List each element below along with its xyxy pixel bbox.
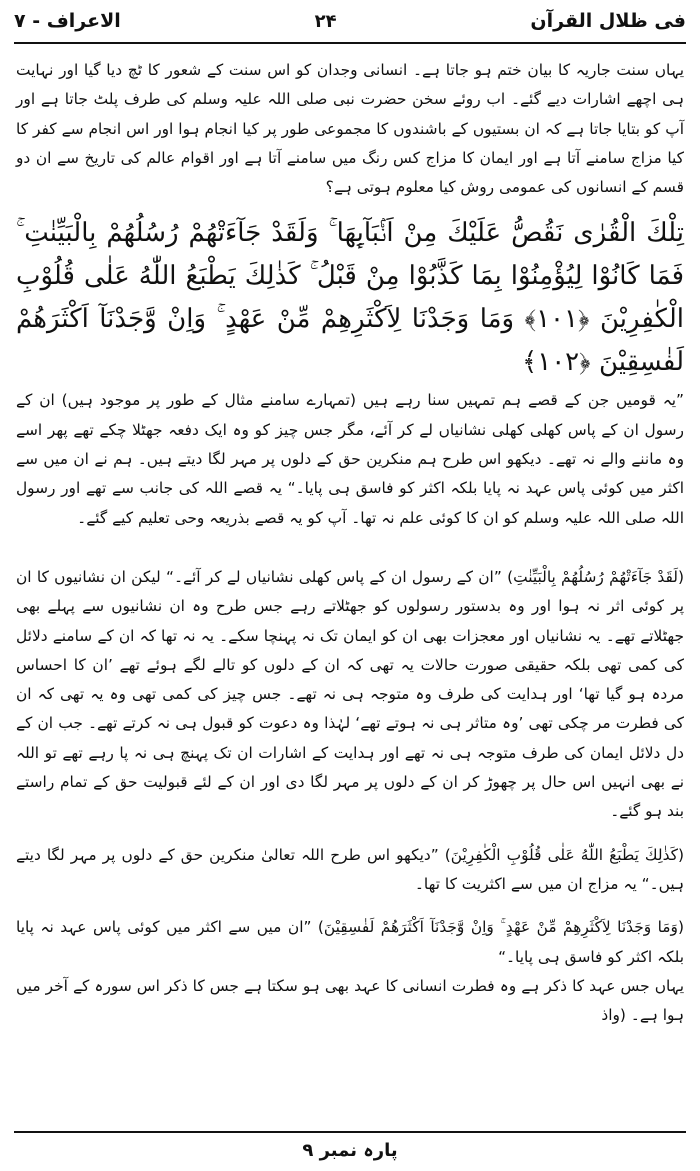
intro-paragraph: یہاں سنت جاریہ کا بیان ختم ہو جاتا ہے۔ انسانی وجدان کو اس سنت کے شعور کا ٹچ دیا گیا اور نہایت ہی اچھے اشارات دیے گئے۔ اب روئے سخن حضرت نبی صلی اللہ علیہ وسلم کی طرف پلٹ جاتا ہے اور آپ کو بتایا جاتا ہے کہ ان بستیوں کے باشندوں کا مجموعی طور پر کیا انجام ہوا اور اس انجام سے کفر کا کیا مزاج سامنے آتا ہے اور ایمان کا مزاج کس رنگ میں سامنے آتا ہے اور اقوام عالم کی تاریخ سے ان دو قسم کے انسانوں کی عمومی روش کیا معلوم ہوتی ہے؟ bbox=[16, 61, 684, 197]
page-number: ۲۴ bbox=[314, 10, 337, 32]
commentary-quote-2: (كَذٰلِكَ يَطْبَعُ اللّٰهُ عَلٰى قُلُوْبِ الْكٰفِرِيْنَ) ”دیکھو اس طرح اللہ تعالیٰ منکرین حق کے دلوں پر مہر لگا دیتے ہیں۔“ یہ مزاج ان میں سے اکثریت کا تھا۔ bbox=[16, 845, 684, 893]
footer-rule bbox=[14, 1131, 686, 1133]
page-header bbox=[14, 4, 686, 38]
translation-paragraph: ”یہ قومیں جن کے قصے ہم تمہیں سنا رہے ہیں (تمہارے سامنے مثال کے طور پر موجود ہیں) ان کے رسول ان کے پاس کھلی کھلی نشانیاں لے کر آئے، مگر جس چیز کو وہ ایک دفعہ جھٹلا چکے تھے پھر اسے وہ ماننے والے نہ تھے۔ دیکھو اس طرح ہم منکرین حق کے دلوں پر مہر لگا دیتے ہیں۔ ہم نے ان میں سے اکثر میں کوئی پاس عہد نہ پایا بلکہ اکثر کو فاسق ہی پایا۔“ یہ قصے اللہ کی جانب سے تھے اور رسول اللہ صلی اللہ علیہ وسلم کو ان کا کوئی علم نہ تھا۔ آپ کو یہ قصے بذریعہ وحی تعلیم کیے گئے۔ bbox=[16, 391, 684, 527]
commentary-quote-1: (لَقَدْ جَآءَتْهُمْ رُسُلُهُمْ بِالْبَيِّنٰتِ) ”ان کے رسول ان کے پاس کھلی نشانیاں لے کر آئے۔“ لیکن ان نشانیوں کا ان پر کوئی اثر نہ ہوا اور وہ بدستور رسولوں کو جھٹلاتے رہے جس طرح وہ ان نشانیوں سے پہلے بھی جھٹلاتے تھے۔ یہ نشانیاں اور معجزات بھی ان کو ایمان تک نہ پہنچا سکے۔ یہ نہ تھا کہ ان کے سامنے دلائل کی کمی تھی بلکہ حقیقی صورت حالات یہ تھی کہ ان کے دلوں کو تالے لگے ہوئے تھے ’ان کا احساس مردہ ہو گیا تھا‘ اور ہدایت کی طرف وہ متوجہ ہی نہ تھے۔ جس چیز کی کمی تھی وہ یہ تھی کہ ان کی فطرت مر چکی تھی ’وہ متاثر ہی نہ ہوتے تھے‘ لہٰذا وہ دعوت کو قبول ہی نہ کرتے تھے۔ جب ان کے دل دلائل ایمان کی طرف متوجہ ہی نہ تھے اور ہدایت کے اشارات ان تک پہنچ ہی نہ پا رہے تھے تو اللہ نے بھی انہیں اس حال پر چھوڑ کر ان کے دلوں پر مہر لگا دی اور ان کے لئے قبولیت حق کے تمام راستے بند ہو گئے۔ bbox=[16, 567, 684, 821]
chapter-name: الاعراف - ۷ bbox=[14, 10, 121, 32]
header-rule bbox=[14, 42, 686, 44]
page-body bbox=[16, 56, 684, 1127]
book-title: فی ظلال القرآن bbox=[530, 10, 686, 32]
closing-paragraph: یہاں جس عہد کا ذکر ہے وہ فطرت انسانی کا عہد بھی ہو سکتا ہے جس کا ذکر اس سورہ کے آخر میں ہوا ہے۔ (واذ bbox=[16, 976, 684, 1025]
part-number: پارہ نمبر ۹ bbox=[302, 1140, 398, 1161]
quran-verse: تِلْكَ الْقُرٰى نَقُصُّ عَلَيْكَ مِنْ اَنْۢبَآىِٕهَا ۚ وَلَقَدْ جَآءَتْهُمْ رُسُلُهُمْ بِالْبَيِّنٰتِ ۚ فَمَا كَانُوْا لِيُؤْمِنُوْا بِمَا كَذَّبُوْا مِنْ قَبْلُ ۚ كَذٰلِكَ يَطْبَعُ اللّٰهُ عَلٰى قُلُوْبِ الْكٰفِرِيْنَ ﴿۱۰۱﴾ وَمَا وَجَدْنَا لِاَكْثَرِهِمْ مِّنْ عَهْدٍ ۚ وَاِنْ وَّجَدْنَآ اَكْثَرَهُمْ لَفٰسِقِيْنَ ﴿۱۰۲﴾ bbox=[16, 218, 684, 378]
commentary-quote-3: (وَمَا وَجَدْنَا لِاَكْثَرِهِمْ مِّنْ عَهْدٍ ۚ وَاِنْ وَّجَدْنَآ اَكْثَرَهُمْ لَفٰسِقِيْنَ) ”ان میں سے اکثر میں کوئی پاس عہد نہ پایا بلکہ اکثر کو فاسق ہی پایا۔“ bbox=[16, 918, 684, 966]
